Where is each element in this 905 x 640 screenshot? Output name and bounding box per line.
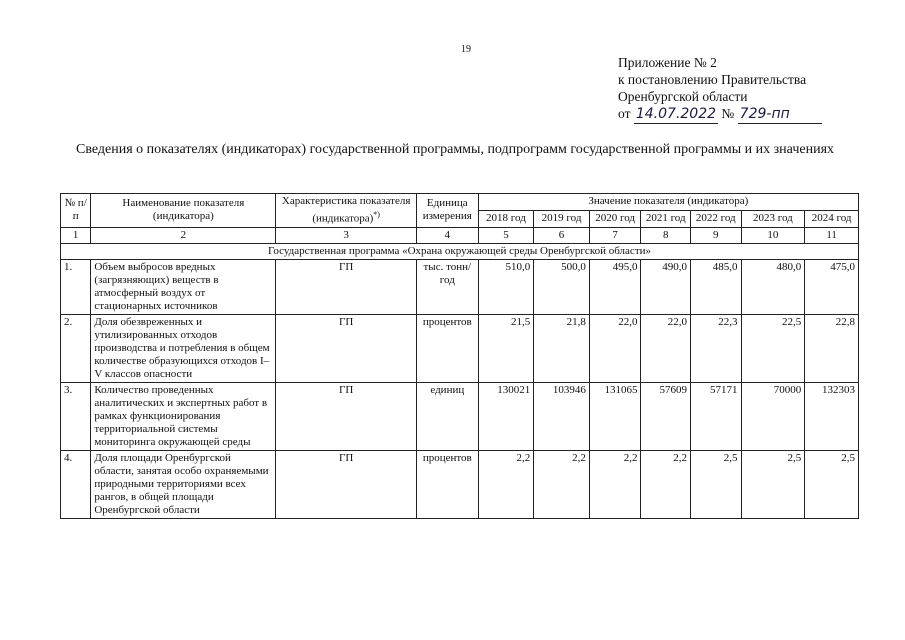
column-index: 7 <box>589 227 641 243</box>
row-value: 22,8 <box>805 314 859 382</box>
row-value: 131065 <box>589 382 641 450</box>
header-year: 2024 год <box>805 210 859 227</box>
appendix-from: от <box>618 106 631 121</box>
row-value: 475,0 <box>805 259 859 314</box>
appendix-line-3: Оренбургской области <box>618 89 748 104</box>
row-value: 2,2 <box>478 450 534 518</box>
column-index: 6 <box>534 227 590 243</box>
column-index: 8 <box>641 227 691 243</box>
row-value: 21,5 <box>478 314 534 382</box>
row-char: ГП <box>276 382 417 450</box>
row-unit: тыс. тонн/год <box>416 259 478 314</box>
row-unit: процентов <box>416 450 478 518</box>
row-value: 57609 <box>641 382 691 450</box>
row-value: 57171 <box>690 382 741 450</box>
column-index-row <box>61 227 859 243</box>
row-value: 2,5 <box>690 450 741 518</box>
header-unit: Единица измерения <box>416 194 478 228</box>
table-row <box>61 314 859 382</box>
row-value: 2,5 <box>805 450 859 518</box>
column-index: 10 <box>741 227 805 243</box>
row-name: Доля площади Оренбургской области, занятая особо охраняемыми природными территориями всех рангов, в общей площади Оренбургской области <box>91 450 276 518</box>
row-char: ГП <box>276 314 417 382</box>
row-num: 1. <box>61 259 91 314</box>
row-value: 490,0 <box>641 259 691 314</box>
row-value: 500,0 <box>534 259 590 314</box>
header-char-label: Характеристика показателя (индикатора) <box>281 195 411 225</box>
indicators-table <box>60 193 859 519</box>
row-name: Количество проведенных аналитических и экспертных работ в рамках функционирования территориальной системы мониторинга окружающей среды <box>91 382 276 450</box>
header-year: 2022 год <box>690 210 741 227</box>
row-value: 22,0 <box>641 314 691 382</box>
row-num: 4. <box>61 450 91 518</box>
appendix-line-2: к постановлению Правительства <box>618 72 807 87</box>
table-row <box>61 259 859 314</box>
header-num: № п/п <box>61 194 91 228</box>
column-index: 5 <box>478 227 534 243</box>
row-value: 2,2 <box>534 450 590 518</box>
header-year: 2018 год <box>478 210 534 227</box>
row-value: 130021 <box>478 382 534 450</box>
section-row <box>61 243 859 259</box>
row-unit: единиц <box>416 382 478 450</box>
section-title: Государственная программа «Охрана окружающей среды Оренбургской области» <box>61 243 859 259</box>
row-char: ГП <box>276 259 417 314</box>
row-value: 495,0 <box>589 259 641 314</box>
page-number: 19 <box>461 44 471 55</box>
column-index: 4 <box>416 227 478 243</box>
table-row <box>61 382 859 450</box>
column-index: 1 <box>61 227 91 243</box>
row-value: 2,5 <box>741 450 805 518</box>
header-year: 2023 год <box>741 210 805 227</box>
row-value: 22,3 <box>690 314 741 382</box>
row-value: 22,5 <box>741 314 805 382</box>
row-value: 21,8 <box>534 314 590 382</box>
header-row-1 <box>61 194 859 211</box>
header-char-note: *) <box>373 210 380 219</box>
appendix-no: № <box>721 106 735 121</box>
header-char <box>276 194 417 228</box>
row-unit: процентов <box>416 314 478 382</box>
row-name: Доля обезвреженных и утилизированных отходов производства и потребления в общем количестве образующихся отходов I–V классов опасности <box>91 314 276 382</box>
row-char: ГП <box>276 450 417 518</box>
header-year: 2021 год <box>641 210 691 227</box>
appendix-date-line <box>618 105 822 124</box>
column-index: 2 <box>91 227 276 243</box>
row-value: 2,2 <box>641 450 691 518</box>
row-value: 103946 <box>534 382 590 450</box>
row-value: 485,0 <box>690 259 741 314</box>
document-title: Сведения о показателях (индикаторах) государственной программы, подпрограмм государственной программы и их значениях <box>75 142 835 157</box>
row-value: 2,2 <box>589 450 641 518</box>
row-num: 3. <box>61 382 91 450</box>
row-value: 510,0 <box>478 259 534 314</box>
header-value-group: Значение показателя (индикатора) <box>478 194 858 211</box>
header-name: Наименование показателя (индикатора) <box>91 194 276 228</box>
appendix-block <box>618 54 822 124</box>
row-name: Объем выбросов вредных (загрязняющих) веществ в атмосферный воздух от стационарных источников <box>91 259 276 314</box>
row-value: 70000 <box>741 382 805 450</box>
row-num: 2. <box>61 314 91 382</box>
header-year: 2020 год <box>589 210 641 227</box>
column-index: 3 <box>276 227 417 243</box>
table-row <box>61 450 859 518</box>
header-year: 2019 год <box>534 210 590 227</box>
appendix-number: 729-пп <box>738 106 822 124</box>
column-index: 9 <box>690 227 741 243</box>
appendix-line-1: Приложение № 2 <box>618 55 717 70</box>
row-value: 22,0 <box>589 314 641 382</box>
column-index: 11 <box>805 227 859 243</box>
row-value: 132303 <box>805 382 859 450</box>
appendix-date: 14.07.2022 <box>635 106 717 122</box>
row-value: 480,0 <box>741 259 805 314</box>
